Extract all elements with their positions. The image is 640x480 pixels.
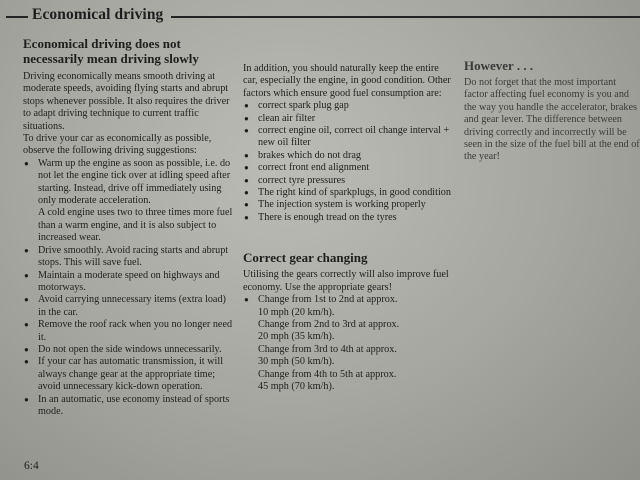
- gear-heading: Correct gear changing: [243, 250, 368, 266]
- list-item: ● Avoid carrying unnecessary items (extra load) in the car.: [23, 294, 235, 319]
- column-1-heading: Economical driving does not necessarily mean driving slowly: [23, 36, 199, 66]
- column-2: [243, 63, 455, 393]
- gear-line: 10 mph (20 km/h).: [258, 306, 335, 318]
- list-item: ● brakes which do not drag: [243, 150, 455, 162]
- page-number: 6:4: [24, 460, 39, 472]
- gear-changing-section: [243, 250, 455, 393]
- list-item: ● If your car has automatic transmission, it will always change gear at the appropriate time; avoid unnecessary kick-down operation.: [23, 356, 235, 393]
- section-title: Economical driving: [32, 6, 164, 23]
- gear-line: 20 mph (35 km/h).: [258, 331, 335, 343]
- intro-paragraph-2: To drive your car as economically as possible, observe the following driving suggestions:: [23, 133, 212, 157]
- gear-line: Change from 3rd to 4th at approx.: [258, 343, 397, 355]
- fuel-factors-list: [243, 100, 455, 224]
- maintenance-intro: In addition, you should naturally keep the entire car, especially the engine, in good condition. Other factors which ensure good fuel consumption are:: [243, 63, 451, 99]
- list-item: [243, 294, 455, 393]
- cold-engine-note: A cold engine uses two to three times more fuel than a warm engine, and it is also subject to increased wear.: [38, 207, 233, 244]
- gear-intro: Utilising the gears correctly will also improve fuel economy. Use the appropriate gears!: [243, 269, 449, 293]
- list-item: ● Remove the roof rack when you no longer need it.: [23, 319, 235, 344]
- list-item: ● Drive smoothly. Avoid racing starts and abrupt stops. This will save fuel.: [23, 245, 235, 270]
- list-item: ● There is enough tread on the tyres: [243, 212, 455, 224]
- gear-line: Change from 2nd to 3rd at approx.: [258, 318, 400, 330]
- driving-suggestions-list: [23, 158, 235, 419]
- gear-line: 45 mph (70 km/h).: [258, 380, 335, 392]
- gear-line: ● Change from 1st to 2nd at approx.: [258, 294, 398, 306]
- list-item: ● The injection system is working properly: [243, 199, 455, 211]
- list-item: ● In an automatic, use economy instead of sports mode.: [23, 394, 235, 419]
- list-item: ● correct spark plug gap: [243, 100, 455, 112]
- however-heading: However . . .: [464, 58, 534, 73]
- header-rule-right: [171, 16, 640, 18]
- list-item: ● The right kind of sparkplugs, in good condition: [243, 187, 455, 199]
- list-item: ● Do not open the side windows unnecessarily.: [23, 344, 235, 356]
- column-3: [464, 58, 640, 164]
- list-item: ● correct tyre pressures: [243, 175, 455, 187]
- header-rule-left: [6, 16, 28, 18]
- gear-line: Change from 4th to 5th at approx.: [258, 368, 397, 380]
- gear-change-list: [243, 294, 455, 393]
- list-item: ● Warm up the engine as soon as possible, i.e. do not let the engine tick over at idling speed after starting. Instead, drive off immediately using only moderate acceleration. A cold engine uses two to three times more fuel than a warm engine, and it is also subject to increased wear.: [23, 158, 235, 245]
- however-text: Do not forget that the most important factor affecting fuel economy is you and the way you handle the accelerator, brakes and gear lever. The difference between driving correctly and incorrectly will be seen in the size of the fuel bill at the end of the year!: [464, 77, 640, 163]
- list-item: ● clean air filter: [243, 113, 455, 125]
- intro-paragraph-1: Driving economically means smooth driving at moderate speeds, avoiding flying starts and abrupt stops whenever possible. It also requires the driver to adapt driving technique to current traffic situations.: [23, 71, 230, 132]
- list-item: ● Maintain a moderate speed on highways and motorways.: [23, 270, 235, 295]
- gear-line: 30 mph (50 km/h).: [258, 356, 335, 368]
- list-item: ● correct front end alignment: [243, 162, 455, 174]
- list-item: ● correct engine oil, correct oil change interval + new oil filter: [243, 125, 455, 150]
- column-1: [23, 36, 235, 418]
